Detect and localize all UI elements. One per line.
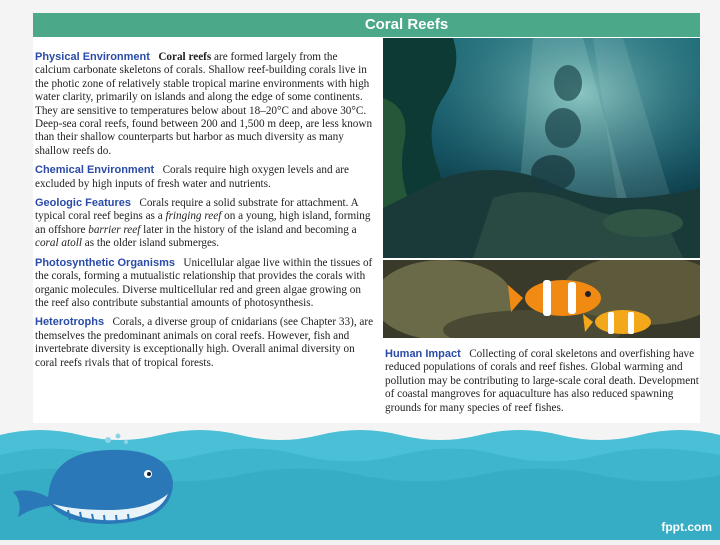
whale-icon [8,432,178,532]
human-impact-text: Collecting of coral skeletons and overfishing have reduced populations of corals and reef fishes. Global warming and pollution may be contributing to large-scale coral death. Development of coastal mangroves for aquaculture has also reduced spawning grounds for many species of reef fishes. [385,348,699,414]
physical-environment-text: are formed largely from the calcium carbonate skeletons of corals. Shallow reef-building corals live in the photic zone of relatively stable tropical marine environments with high water clarity, primarily on islands and along the edge of some continents. They are sensitive to temperatures below about 18–20°C and above 30°C. Deep-sea coral reefs, found between 200 and 1,500 m deep, are less known than their shallow counterparts but harbor as much diversity as many shallow reefs do. [35,51,373,157]
content-panel [33,13,700,423]
barrier-reef-term: barrier reef [88,223,141,236]
title-bar [33,13,700,37]
heterotrophs-text: Corals, a diverse group of cnidarians (see Chapter 33), are themselves the predominant animals on coral reefs. However, fish and invertebrate diversity is exceptionally high. Overall animal diversity on coral reefs rivals that of tropical forests. [35,316,374,369]
geologic-text-4: as the older island submerges. [81,237,220,250]
left-text-column [35,51,375,376]
coral-reefs-term: Coral reefs [158,51,212,63]
footer-credit: fppt.com [661,520,712,534]
geologic-features-heading: Geologic Features [35,197,131,210]
heterotrophs-heading: Heterotrophs [35,316,105,329]
geologic-text-3: later in the history of the island and becoming a [140,223,357,236]
heterotrophs-paragraph [35,316,375,370]
clownfish-photo [383,260,700,338]
geologic-text-2: on a young, high island, forming an offshore [35,210,371,236]
chemical-environment-paragraph [35,164,375,191]
fringing-reef-term: fringing reef [165,210,222,223]
chemical-environment-heading: Chemical Environment [35,164,155,177]
physical-environment-heading: Physical Environment [35,51,150,63]
coral-atoll-term: coral atoll [35,237,82,250]
photosynthetic-organisms-paragraph [35,257,375,311]
human-impact-paragraph [385,348,700,415]
physical-environment-paragraph [35,51,375,158]
underwater-reef-photo [383,38,700,258]
slide-title: Coral Reefs [364,16,449,33]
photosynthetic-organisms-heading: Photosynthetic Organisms [35,256,175,269]
geologic-features-paragraph [35,197,375,251]
chemical-environment-text: Corals require high oxygen levels and are excluded by high inputs of fresh water and nutrients. [35,164,349,190]
geologic-text-1: Corals require a solid substrate for attachment. A typical coral reef begins as a [35,197,359,223]
human-impact-heading: Human Impact [385,348,461,360]
photosynthetic-organisms-text: Unicellular algae live within the tissues of the corals, forming a mutualistic relationship that provides the corals with organic molecules. Diverse multicellular red and green algae growing on the reef also contribute substantial amounts of photosynthesis. [35,256,373,309]
